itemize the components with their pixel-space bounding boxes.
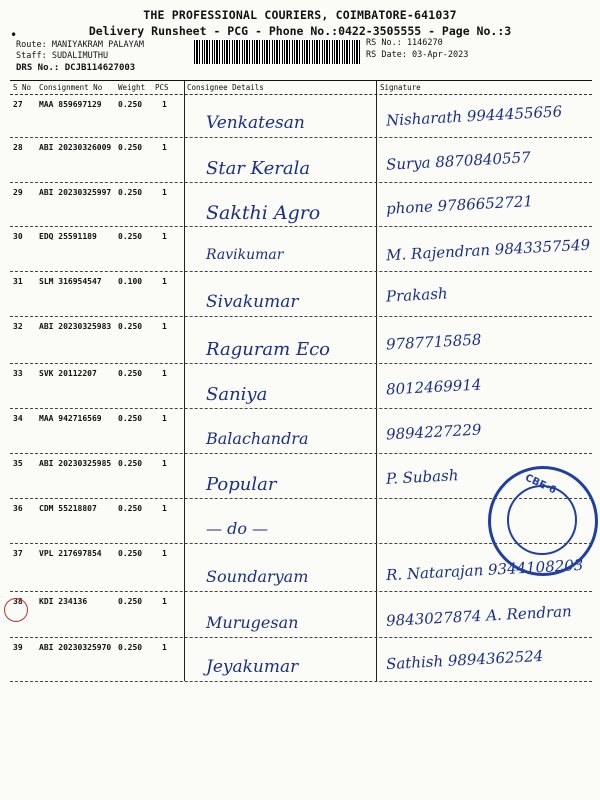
row-sno: 28 xyxy=(13,143,23,152)
row-pcs: 1 xyxy=(162,369,167,378)
row-signature: M. Rajendran 9843357549 xyxy=(385,235,591,265)
table-row xyxy=(10,316,592,364)
row-sno: 32 xyxy=(13,322,23,331)
page-title: THE PROFESSIONAL COURIERS, COIMBATORE-641037 xyxy=(143,8,457,22)
row-pcs: 1 xyxy=(162,597,167,606)
row-consignment-no: ABI 20230326009 xyxy=(39,143,112,152)
runsheet-table xyxy=(10,80,592,681)
row-consignee: Jeyakumar xyxy=(206,657,299,677)
row-sno: 37 xyxy=(13,549,23,558)
rs-number: RS No.: 1146270 xyxy=(366,38,443,48)
page-subtitle: Delivery Runsheet - PCG - Phone No.:0422-3505555 - Page No.:3 xyxy=(88,24,512,38)
row-consignee: — do — xyxy=(206,519,269,538)
row-sno: 39 xyxy=(13,643,23,652)
row-weight: 0.250 xyxy=(118,188,143,197)
route-label: Route: MANIYAKRAM PALAYAM xyxy=(16,40,144,50)
seal-code: CBE-6 xyxy=(523,472,558,497)
table-row xyxy=(10,637,592,682)
row-sno: 27 xyxy=(13,100,23,109)
col-consignment: Consignment No xyxy=(39,83,103,92)
row-consignment-no: ABI 20230325997 xyxy=(39,188,112,197)
row-pcs: 1 xyxy=(162,143,167,152)
row-weight: 0.250 xyxy=(118,414,143,423)
row-sno: 36 xyxy=(13,504,23,513)
seal-inner-ring xyxy=(507,485,577,555)
row-consignment-no: ABI 20230325985 xyxy=(39,459,112,468)
row-pcs: 1 xyxy=(162,459,167,468)
table-row xyxy=(10,271,592,317)
row-weight: 0.250 xyxy=(118,597,143,606)
agency-seal xyxy=(488,466,598,576)
drs-number: DRS No.: DCJB114627003 xyxy=(16,63,136,73)
row-signature: P. Subash xyxy=(385,466,459,488)
col-consignee: Consignee Details xyxy=(187,83,264,92)
row-sno: 38 xyxy=(13,597,23,606)
row-pcs: 1 xyxy=(162,504,167,513)
table-row xyxy=(10,408,592,454)
row-consignment-no: ABI 20230325970 xyxy=(39,643,112,652)
row-signature: R. Natarajan 9344108203 xyxy=(385,555,584,585)
barcode xyxy=(194,40,360,64)
row-weight: 0.100 xyxy=(118,277,143,286)
row-consignee: Venkatesan xyxy=(206,113,305,133)
row-consignment-no: VPL 217697854 xyxy=(39,549,102,558)
circle-mark xyxy=(4,598,28,622)
row-weight: 0.250 xyxy=(118,369,143,378)
row-consignment-no: MAA 859697129 xyxy=(39,100,102,109)
row-consignee: Balachandra xyxy=(206,429,309,448)
row-consignment-no: CDM 55218807 xyxy=(39,504,97,513)
row-consignee: Soundaryam xyxy=(206,567,309,586)
row-weight: 0.250 xyxy=(118,459,143,468)
row-sno: 31 xyxy=(13,277,23,286)
row-signature: phone 9786652721 xyxy=(385,192,534,218)
row-pcs: 1 xyxy=(162,414,167,423)
row-consignee: Sakthi Agro xyxy=(206,202,321,224)
row-signature: Prakash xyxy=(385,284,449,306)
row-signature: Sathish 9894362524 xyxy=(385,646,544,674)
row-pcs: 1 xyxy=(162,549,167,558)
row-consignee: Raguram Eco xyxy=(206,339,330,360)
row-consignee: Popular xyxy=(206,474,277,495)
col-sno: S No xyxy=(13,83,32,92)
row-sno: 29 xyxy=(13,188,23,197)
row-sno: 30 xyxy=(13,232,23,241)
row-weight: 0.250 xyxy=(118,232,143,241)
row-consignment-no: SLM 316954547 xyxy=(39,277,102,286)
row-consignment-no: SVK 20112207 xyxy=(39,369,97,378)
row-consignment-no: KDI 234136 xyxy=(39,597,88,606)
row-signature: Nisharath 9944455656 xyxy=(385,102,563,130)
row-weight: 0.250 xyxy=(118,322,143,331)
row-pcs: 1 xyxy=(162,232,167,241)
row-pcs: 1 xyxy=(162,277,167,286)
mark-dot: • xyxy=(10,28,18,42)
rs-date: RS Date: 03-Apr-2023 xyxy=(366,50,469,60)
row-weight: 0.250 xyxy=(118,100,143,109)
row-pcs: 1 xyxy=(162,188,167,197)
row-pcs: 1 xyxy=(162,643,167,652)
row-signature: 9787715858 xyxy=(385,330,482,354)
col-weight: Weight xyxy=(118,83,146,92)
table-header xyxy=(10,81,592,95)
row-consignee: Star Kerala xyxy=(206,158,311,179)
col-signature: Signature xyxy=(380,83,421,92)
row-weight: 0.250 xyxy=(118,504,143,513)
row-signature: Surya 8870840557 xyxy=(385,148,532,174)
row-pcs: 1 xyxy=(162,322,167,331)
row-sno: 33 xyxy=(13,369,23,378)
row-weight: 0.250 xyxy=(118,549,143,558)
row-consignee: Sivakumar xyxy=(206,292,299,312)
row-sno: 35 xyxy=(13,459,23,468)
row-pcs: 1 xyxy=(162,100,167,109)
row-consignee: Ravikumar xyxy=(206,247,284,263)
table-row xyxy=(10,182,592,227)
table-row xyxy=(10,363,592,409)
row-signature: 9894227229 xyxy=(385,420,482,444)
table-row xyxy=(10,94,592,138)
row-consignment-no: ABI 20230325983 xyxy=(39,322,112,331)
row-consignment-no: EDQ 25591189 xyxy=(39,232,97,241)
col-pcs: PCS xyxy=(155,83,169,92)
staff-label: Staff: SUDALIMUTHU xyxy=(16,51,109,61)
row-consignee: Murugesan xyxy=(206,613,299,632)
table-row xyxy=(10,226,592,272)
row-signature: 9843027874 A. Rendran xyxy=(385,602,573,630)
row-consignment-no: MAA 942716569 xyxy=(39,414,102,423)
table-row xyxy=(10,591,592,638)
row-weight: 0.250 xyxy=(118,643,143,652)
row-consignee: Saniya xyxy=(206,384,268,405)
row-sno: 34 xyxy=(13,414,23,423)
table-row xyxy=(10,137,592,183)
row-signature: 8012469914 xyxy=(385,375,482,399)
row-weight: 0.250 xyxy=(118,143,143,152)
